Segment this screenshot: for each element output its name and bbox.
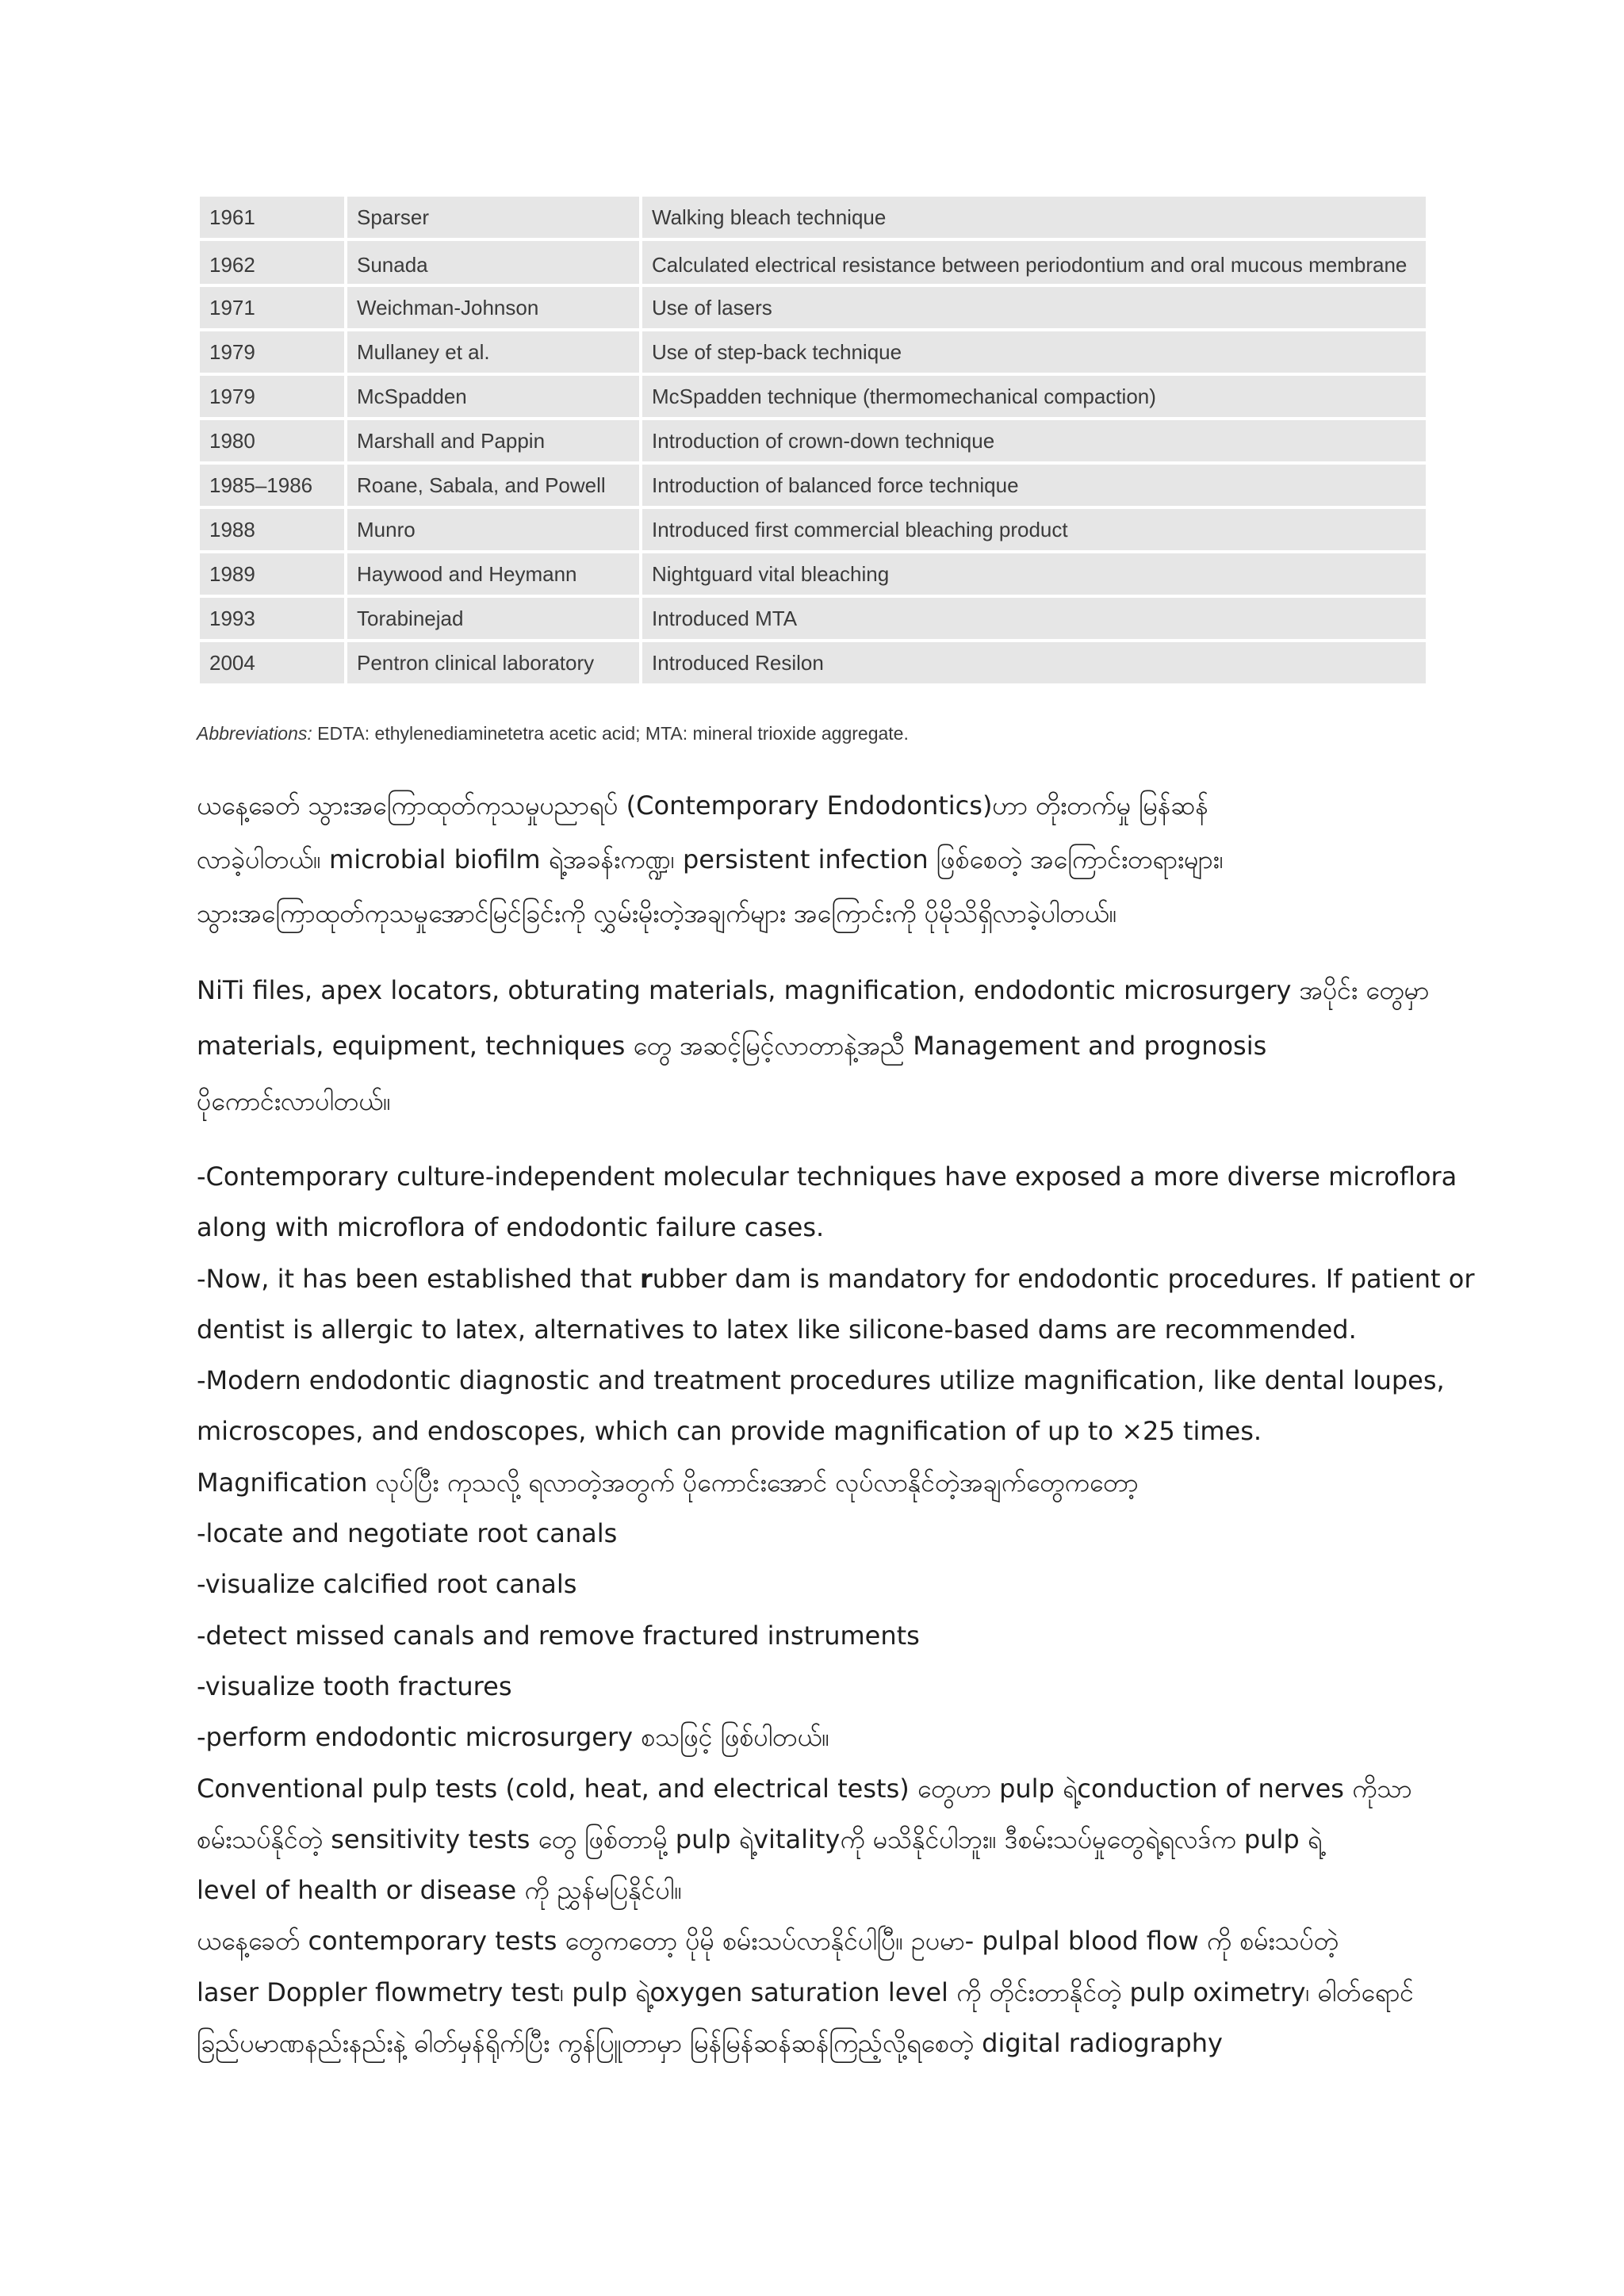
event-cell: Introduced first commercial bleaching product bbox=[641, 507, 1427, 552]
table-row bbox=[198, 285, 1427, 330]
name-cell: Sunada bbox=[346, 239, 641, 285]
list-item: -visualize calcified root canals bbox=[197, 1569, 577, 1600]
text-line: လာခဲ့ပါတယ်။ microbial biofilm ရဲ့အခန်းကဏ္ဍ၊ persistent infection ဖြစ်စေတဲ့ အကြောင်းတရားများ၊ bbox=[197, 844, 1224, 874]
name-cell: Torabinejad bbox=[346, 596, 641, 641]
year-cell: 2004 bbox=[198, 641, 346, 685]
name-cell: McSpadden bbox=[346, 374, 641, 419]
event-cell: Calculated electrical resistance between periodontium and oral mucous membrane bbox=[641, 239, 1427, 285]
text-line: Magnification လုပ်ပြီး ကုသလို့ ရလာတဲ့အတွက် ပိုကောင်းအောင် လုပ်လာနိုင်တဲ့အချက်တွေကတော့ bbox=[197, 1467, 1139, 1498]
year-cell: 1980 bbox=[198, 419, 346, 463]
list-item: -perform endodontic microsurgery စသဖြင့် ဖြစ်ပါတယ်။ bbox=[197, 1722, 830, 1753]
table-row bbox=[198, 419, 1427, 463]
year-cell: 1979 bbox=[198, 374, 346, 419]
name-cell: Haywood and Heymann bbox=[346, 552, 641, 596]
text-line: NiTi files, apex locators, obturating materials, magnification, endodontic microsurgery အပိုင်း တွေမှာ bbox=[197, 975, 1430, 1005]
table-row bbox=[198, 641, 1427, 685]
table-row bbox=[198, 596, 1427, 641]
text-line: laser Doppler flowmetry test၊ pulp ရဲ့oxygen saturation level ကို တိုင်းတာနိုင်တဲ့ pulp oximetry၊ ဓါတ်ရောင် bbox=[197, 1976, 1414, 2007]
event-cell: Nightguard vital bleaching bbox=[641, 552, 1427, 596]
table-row bbox=[198, 552, 1427, 596]
text-line bbox=[197, 1253, 1475, 1304]
text-line: ယနေ့ခေတ် သွားအကြောထုတ်ကုသမှုပညာရပ် (Contemporary Endodontics)ဟာ တိုးတက်မှု မြန်ဆန် bbox=[197, 790, 1208, 821]
text-line: ခြည်ပမာဏနည်းနည်းနဲ့ ဓါတ်မှန်ရိုက်ပြီး ကွန်ပြူတာမှာ မြန်မြန်ဆန်ဆန်ကြည့်လို့ရစေတဲ့ digital radiography bbox=[197, 2028, 1223, 2059]
text-line: သွားအကြောထုတ်ကုသမှုအောင်မြင်ခြင်းကို လွှမ်းမိုးတဲ့အချက်များ အကြောင်းကို ပိုမိုသိရှိလာခဲ့ပါတယ်။ bbox=[197, 898, 1117, 928]
text-line: level of health or disease ကို ညွှန်မပြနိုင်ပါ။ bbox=[197, 1875, 682, 1906]
year-cell: 1988 bbox=[198, 507, 346, 552]
name-cell: Mullaney et al. bbox=[346, 330, 641, 374]
name-cell: Roane, Sabala, and Powell bbox=[346, 463, 641, 507]
year-cell: 1971 bbox=[198, 285, 346, 330]
text-fragment: -Now, it has been established that bbox=[197, 1263, 640, 1294]
text-line: -Contemporary culture-independent molecular techniques have exposed a more diverse microflora bbox=[197, 1161, 1457, 1192]
bold-letter: r bbox=[639, 1263, 653, 1294]
table-row bbox=[198, 463, 1427, 507]
abbreviations-note bbox=[197, 723, 1426, 744]
paragraph-techniques bbox=[197, 1151, 1475, 2068]
year-cell: 1989 bbox=[198, 552, 346, 596]
table-row bbox=[198, 195, 1427, 239]
event-cell: Use of lasers bbox=[641, 285, 1427, 330]
text-line: Conventional pulp tests (cold, heat, and electrical tests) တွေဟာ pulp ရဲ့conduction of nerves ကိုသာ bbox=[197, 1773, 1412, 1804]
endodontics-history-table bbox=[197, 193, 1429, 687]
name-cell: Weichman-Johnson bbox=[346, 285, 641, 330]
name-cell: Pentron clinical laboratory bbox=[346, 641, 641, 685]
text-line: -Modern endodontic diagnostic and treatment procedures utilize magnification, like dental loupes, bbox=[197, 1365, 1445, 1396]
paragraph-contemporary-endodontics bbox=[197, 779, 1434, 940]
text-line: စမ်းသပ်နိုင်တဲ့ sensitivity tests တွေ ဖြစ်တာမို့ pulp ရဲ့vitalityကို မသိနိုင်ပါဘူး။ ဒီစမ်းသပ်မှုတွေရဲ့ရလဒ်က pulp ရဲ့ bbox=[197, 1823, 1323, 1854]
event-cell: Introduced MTA bbox=[641, 596, 1427, 641]
list-item: -locate and negotiate root canals bbox=[197, 1518, 618, 1549]
event-cell: Introduction of balanced force technique bbox=[641, 463, 1427, 507]
abbreviations-label: Abbreviations: bbox=[197, 723, 312, 744]
text-line: microscopes, and endoscopes, which can provide magnification of up to ×25 times. bbox=[197, 1416, 1262, 1447]
table-row bbox=[198, 374, 1427, 419]
abbreviations-text: EDTA: ethylenediaminetetra acetic acid; MTA: mineral trioxide aggregate. bbox=[312, 723, 909, 744]
event-cell: Introduced Resilon bbox=[641, 641, 1427, 685]
text-line: materials, equipment, techniques တွေ အဆင့်မြင့်လာတာနဲ့အညီ Management and prognosis bbox=[197, 1031, 1267, 1061]
text-line: ပိုကောင်းလာပါတယ်။ bbox=[197, 1086, 391, 1116]
year-cell: 1985–1986 bbox=[198, 463, 346, 507]
name-cell: Munro bbox=[346, 507, 641, 552]
table-row bbox=[198, 507, 1427, 552]
event-cell: Use of step-back technique bbox=[641, 330, 1427, 374]
text-fragment: ubber dam is mandatory for endodontic procedures. If patient or bbox=[652, 1263, 1475, 1294]
text-line: ယနေ့ခေတ် contemporary tests တွေကတော့ ပိုမို စမ်းသပ်လာနိုင်ပါပြီ။ ဥပမာ- pulpal blood flow ကို စမ်းသပ်တဲ့ bbox=[197, 1926, 1339, 1957]
table-row bbox=[198, 239, 1427, 285]
name-cell: Sparser bbox=[346, 195, 641, 239]
year-cell: 1979 bbox=[198, 330, 346, 374]
year-cell: 1993 bbox=[198, 596, 346, 641]
list-item: -visualize tooth fractures bbox=[197, 1670, 512, 1701]
text-line: dentist is allergic to latex, alternatives to latex like silicone-based dams are recommended. bbox=[197, 1314, 1357, 1345]
name-cell: Marshall and Pappin bbox=[346, 419, 641, 463]
text-line: along with microflora of endodontic failure cases. bbox=[197, 1212, 825, 1243]
event-cell: McSpadden technique (thermomechanical compaction) bbox=[641, 374, 1427, 419]
year-cell: 1961 bbox=[198, 195, 346, 239]
event-cell: Walking bleach technique bbox=[641, 195, 1427, 239]
event-cell: Introduction of crown-down technique bbox=[641, 419, 1427, 463]
year-cell: 1962 bbox=[198, 239, 346, 285]
table-row bbox=[198, 330, 1427, 374]
list-item: -detect missed canals and remove fractured instruments bbox=[197, 1620, 920, 1651]
paragraph-advances bbox=[197, 962, 1434, 1129]
